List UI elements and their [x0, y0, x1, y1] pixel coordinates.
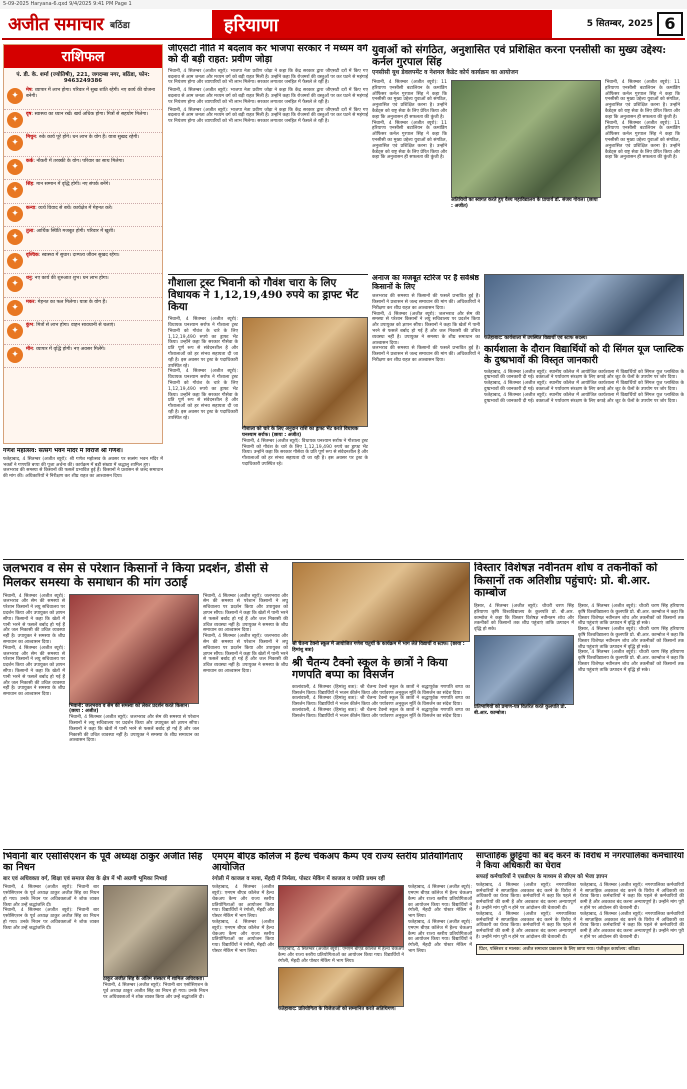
story-ncc-body-3: भिवानी, 4 सितम्बर (अजीत ब्यूरो): 11 हरियाणा एनसीसी बटालियन के कमांडिंग ऑफिसर कर्नल गुरपाल सिंह ने कहा कि एनसीसी का मुख्य उद्देश्य युवाओं को संगठित, अनुशासित एवं प्रशिक्षित करना है। उन्होंने कैडेट्स को राष्ट्र सेवा के लिए प्रेरित किया और कहा कि अनुशासन ही सफलता की कुंजी है। — [605, 80, 680, 120]
rashi-text: मकर: मेहनत का फल मिलेगा। यात्रा के योग हैं। — [26, 299, 107, 305]
story-research-headline: विस्तार विशेषज्ञ नवीनतम शोध व तकनीकों को किसानों तक अतिशीघ्र पहुंचाएं: प्रो. बी.आर. काम्बोज — [474, 562, 658, 600]
story-ncc-subhead: एनसीसी यूथ डेवलपमेंट व नेशनल कैडेट कोर्प कार्यक्रम का आयोजन — [372, 69, 519, 77]
story-bar-body-3: भिवानी, 4 सितम्बर (अजीत ब्यूरो): भिवानी बार एसोसिएशन के पूर्व अध्यक्ष ठाकुर अजीत सिंह का निधन हो गया। उनके निधन पर अधिवक्ताओं ने शोक व्यक्त किया और उन्हें श्रद्धांजलि दी। — [103, 982, 208, 1000]
newspaper-logo: अजीत समाचार — [8, 14, 104, 35]
rashi-text: वृष: स्वास्थ्य का ध्यान रखें। खर्च अधिक होगा। मित्रों से सहयोग मिलेगा। — [26, 111, 149, 117]
story-protest-headline: जलभराव व सेम से परेशान किसानों ने किया प्रदर्शन, डीसी से मिलकर समस्या के समाधान की मांग उठाई — [3, 562, 269, 589]
story-health-headline: एमएम बीएड कॉलेज में हैल्थ चेकअप कैम्प एवं राज्य स्तरीय प्रतियोगिताएं आयोजित — [212, 852, 463, 873]
story-employees-subhead: सफाई कर्मचारियों ने एसडीएम के माध्यम से सीएम को भेजा ज्ञापन — [476, 873, 608, 880]
story-bar-caption: ठाकुर अजीत सिंह के अंतिम संस्कार में शामिल अधिवक्ता। — [103, 977, 208, 983]
story-health-body-3: फतेहाबाद, 4 सितम्बर (अजीत ब्यूरो): एमएम बीएड कॉलेज में हैल्थ चेकअप कैम्प और राज्य स्तरीय प्रतियोगिताओं का आयोजन किया गया। विद्यार्थियों ने रंगोली, मेंहदी और पोस्टर मेकिंग में भाग लिया। — [278, 947, 404, 964]
rashi-text: वृश्चिक: स्वास्थ्य में सुधार। दाम्पत्य जीवन सुखद रहेगा। — [26, 252, 120, 258]
story-protest — [3, 562, 288, 846]
story-protest-body-3: भिवानी, 4 सितम्बर (अजीत ब्यूरो): जलभराव और सेम की समस्या से परेशान किसानों ने लघु सचिवालय पर प्रदर्शन किया और उपायुक्त को ज्ञापन सौंपा। किसानों ने कहा कि खेतों में पानी भरने से फसलें बर्बाद हो गई हैं और जल निकासी की उचित व्यवस्था नहीं है। उपायुक्त ने समस्या के शीघ्र समाधान का आश्वासन दिया। — [69, 715, 199, 744]
rashi-item — [4, 345, 162, 369]
story-gst-body: भिवानी, 4 सितम्बर (अजीत ब्यूरो): भाजपा नेता प्रवीण जोड़ा ने कहा कि केंद्र सरकार द्वारा जीएसटी दरों में किए गए बदलाव से आम जनता और मध्यम वर्ग को बड़ी राहत मिली है। उन्होंने कहा कि रोजमर्रा की वस्तुओं पर कर घटने से महंगाई पर नियंत्रण होगा और व्यापारियों को भी लाभ मिलेगा। सरकार लगातार जनहित में फैसले ले रही है। — [168, 68, 368, 86]
rashi-item — [4, 110, 162, 134]
story-health-photo — [278, 885, 404, 947]
page-number: 6 — [657, 12, 683, 36]
story-bar-subhead: बार एवं अधिवक्ता वर्ग, शिक्षा एवं समाज सेवा के क्षेत्र में भी अग्रणी भूमिका निभाई — [3, 875, 167, 882]
rashi-text: तुला: आर्थिक स्थिति मजबूत होगी। परिवार में खुशी। — [26, 229, 115, 234]
story-protest-body: भिवानी, 4 सितम्बर (अजीत ब्यूरो): जलभराव और सेम की समस्या से परेशान किसानों ने लघु सचिवालय पर प्रदर्शन किया और उपायुक्त को ज्ञापन सौंपा। किसानों ने कहा कि खेतों में पानी भरने से फसलें बर्बाद हो गई हैं और जल निकासी की उचित व्यवस्था नहीं है। उपायुक्त ने समस्या के शीघ्र समाधान का आश्वासन दिया। — [3, 593, 65, 645]
story-research-body: हिसार, 4 सितम्बर (अजीत ब्यूरो): चौधरी चरण सिंह हरियाणा कृषि विश्वविद्यालय के कुलपति प्रो. बी.आर. काम्बोज ने कहा कि विस्तार विशेषज्ञ नवीनतम शोध और तकनीकों को किसानों तक शीघ्र पहुंचाएं ताकि उत्पादन में वृद्धि हो सके। — [474, 603, 574, 633]
story-research-body-3: हिसार, 4 सितम्बर (अजीत ब्यूरो): चौधरी चरण सिंह हरियाणा कृषि विश्वविद्यालय के कुलपति प्रो. बी.आर. काम्बोज ने कहा कि विस्तार विशेषज्ञ नवीनतम शोध और तकनीकों को किसानों तक शीघ्र पहुंचाएं ताकि उत्पादन में वृद्धि हो सके। — [578, 627, 684, 650]
story-college-body-2: फतेहाबाद, 4 सितम्बर (अजीत ब्यूरो): स्थानीय कॉलेज में आयोजित कार्यशाला में विद्यार्थियों को सिंगल यूज प्लास्टिक के दुष्प्रभावों की जानकारी दी गई। वक्ताओं ने पर्यावरण संरक्षण के लिए कपड़े और जूट के थैलों के उपयोग पर जोर दिया। — [484, 381, 684, 393]
story-research-body-4: हिसार, 4 सितम्बर (अजीत ब्यूरो): चौधरी चरण सिंह हरियाणा कृषि विश्वविद्यालय के कुलपति प्रो. बी.आर. काम्बोज ने कहा कि विस्तार विशेषज्ञ नवीनतम शोध और तकनीकों को किसानों तक शीघ्र पहुंचाएं ताकि उत्पादन में वृद्धि हो सके। — [578, 650, 684, 673]
zodiac-sign-icon: ✦ — [7, 300, 23, 316]
rashi-item — [4, 133, 162, 157]
rashi-item — [4, 86, 162, 110]
story-ganesh — [3, 448, 163, 552]
story-ncc-body-2: भिवानी, 4 सितम्बर (अजीत ब्यूरो): 11 हरियाणा एनसीसी बटालियन के कमांडिंग ऑफिसर कर्नल गुरपाल सिंह ने कहा कि एनसीसी का मुख्य उद्देश्य युवाओं को संगठित, अनुशासित एवं प्रशिक्षित करना है। उन्होंने कैडेट्स को राष्ट्र सेवा के लिए प्रेरित किया और कहा कि अनुशासन ही सफलता की कुंजी है। — [372, 120, 447, 161]
story-protest-caption: भिवानी: जलभराव व सेम की समस्या को लेकर प्रदर्शन करते किसान। (छाया : अजीत) — [69, 704, 199, 716]
rashi-item — [4, 321, 162, 345]
story-gst-body-cont2: भिवानी, 4 सितम्बर (अजीत ब्यूरो): भाजपा नेता प्रवीण जोड़ा ने कहा कि केंद्र सरकार द्वारा जीएसटी दरों में किए गए बदलाव से आम जनता और मध्यम वर्ग को बड़ी राहत मिली है। उन्होंने कहा कि रोजमर्रा की वस्तुओं पर कर घटने से महंगाई पर नियंत्रण होगा और व्यापारियों को भी लाभ मिलेगा। सरकार लगातार जनहित में फैसले ले रही है। — [168, 107, 368, 125]
rashifal-box — [3, 44, 163, 444]
story-employees-body: फतेहाबाद, 4 सितम्बर (अजीत ब्यूरो): नगरपालिका कर्मचारियों ने साप्ताहिक अवकाश बंद करने के विरोध में अधिकारी का घेराव किया। कर्मचारियों ने कहा कि पहले से कर्मचारियों की कमी है और अवकाश बंद करना अन्यायपूर्ण है। उन्होंने मांग पूरी न होने पर आंदोलन की चेतावनी दी। — [476, 882, 576, 912]
zodiac-sign-icon: ✦ — [7, 347, 23, 363]
story-protest-body-2: भिवानी, 4 सितम्बर (अजीत ब्यूरो): जलभराव और सेम की समस्या से परेशान किसानों ने लघु सचिवालय पर प्रदर्शन किया और उपायुक्त को ज्ञापन सौंपा। किसानों ने कहा कि खेतों में पानी भरने से फसलें बर्बाद हो गई हैं और जल निकासी की उचित व्यवस्था नहीं है। उपायुक्त ने समस्या के शीघ्र समाधान का आश्वासन दिया। — [3, 645, 65, 698]
story-ncc-headline: युवाओं को संगठित, अनुशासित एवं प्रशिक्षित करना एनसीसी का मुख्य उद्देश्य: कर्नल गुरपाल सिंह — [372, 44, 667, 69]
rashifal-list — [4, 86, 162, 368]
story-farmer-loan-headline: अनाज का मजबूत स्टोरेज पर है सर्वश्रेष्ठ किसानों के लिए — [372, 274, 479, 291]
story-college-body-3: फतेहाबाद, 4 सितम्बर (अजीत ब्यूरो): स्थानीय कॉलेज में आयोजित कार्यशाला में विद्यार्थियों को सिंगल यूज प्लास्टिक के दुष्प्रभावों की जानकारी दी गई। वक्ताओं ने पर्यावरण संरक्षण के लिए कपड़े और जूट के थैलों के उपयोग पर जोर दिया। — [484, 392, 684, 404]
story-bar-association — [3, 852, 208, 1084]
rashi-item — [4, 157, 162, 181]
story-employees — [476, 852, 684, 1084]
story-chaitanya-photo — [292, 562, 470, 642]
story-research-caption: प्रतिभागियों को प्रमाण-पत्र वितरित करते कुलपति प्रो. बी.आर. काम्बोज। — [474, 705, 574, 717]
imprint-box: प्रिंटर, पब्लिशर व मालक: अजीत समाचार प्रकाशन के लिए छापा गया। पंजीकृत कार्यालय: बठिंडा। — [476, 944, 684, 956]
story-chaitanya — [292, 562, 470, 846]
story-health-body: फतेहाबाद, 4 सितम्बर (अजीत ब्यूरो): एमएम बीएड कॉलेज में हैल्थ चेकअप कैम्प और राज्य स्तरीय प्रतियोगिताओं का आयोजन किया गया। विद्यार्थियों ने रंगोली, मेंहदी और पोस्टर मेकिंग में भाग लिया। — [212, 885, 274, 920]
story-bar-body-2: भिवानी, 4 सितम्बर (अजीत ब्यूरो): भिवानी बार एसोसिएशन के पूर्व अध्यक्ष ठाकुर अजीत सिंह का निधन हो गया। उनके निधन पर अधिवक्ताओं ने शोक व्यक्त किया और उन्हें श्रद्धांजलि दी। — [3, 908, 99, 931]
story-chaitanya-caption: श्री चैतन्य टैक्नो स्कूल में आयोजित गणेश चतुर्थी के कार्यक्रम में भाग लेते विद्यार्थी व स्टाफ। (छाया : हिमांशु बत्रा) — [292, 642, 470, 654]
story-college-caption: फतेहाबाद: कार्यशाला में उपस्थित विद्यार्थी एवं स्टाफ सदस्य। — [484, 336, 684, 342]
story-chaitanya-body-3: कालांवाली, 4 सितम्बर (हिमांशु बत्रा): श्री चैतन्य टैक्नो स्कूल के छात्रों ने श्रद्धापूर्वक गणपति बप्पा का विसर्जन किया। विद्यार्थियों ने भजन कीर्तन किया और पर्यावरण अनुकूल मूर्ति के विसर्जन का संदेश दिया। — [292, 708, 470, 719]
story-health-caption: फतेहाबाद: प्रतियोगिता के विजेताओं को सम्मानित करते अतिथिगण। — [278, 1007, 404, 1013]
story-ganesh-caption: गणेश महोत्सव: सत्संग भवन मंदिर में विराजे श्री गणेश। — [3, 448, 123, 454]
rashi-text: धनु: नए कार्य की शुरुआत शुभ। धन लाभ होगा। — [26, 276, 109, 281]
story-gst — [168, 44, 368, 270]
rashi-text: कर्क: नौकरी में तरक्की के योग। परिवार का साथ मिलेगा। — [26, 158, 125, 164]
rashifal-title: राशिफल — [4, 45, 162, 68]
story-farmer-loan — [372, 274, 480, 556]
edition-city: बठिंडा — [110, 21, 130, 31]
rashifal-astrologer: पं. डी. के. शर्मा (ज्योतिषी), 221, जगदम्बा नगर, बठिंडा, फोन: 9463249386 — [16, 72, 150, 84]
zodiac-sign-icon: ✦ — [7, 159, 23, 175]
story-research-photo — [474, 635, 574, 705]
story-ganesh-body: फतेहाबाद, 4 सितम्बर (अजीत ब्यूरो): श्री गणेश महोत्सव के अवसर पर सत्संग भवन मंदिर में भक्तों ने गणपति बप्पा की पूजा अर्चना की। कार्यक्रम में बड़ी संख्या में श्रद्धालु शामिल हुए। — [3, 456, 163, 468]
story-ncc-body-4: भिवानी, 4 सितम्बर (अजीत ब्यूरो): 11 हरियाणा एनसीसी बटालियन के कमांडिंग ऑफिसर कर्नल गुरपाल सिंह ने कहा कि एनसीसी का मुख्य उद्देश्य युवाओं को संगठित, अनुशासित एवं प्रशिक्षित करना है। उन्होंने कैडेट्स को राष्ट्र सेवा के लिए प्रेरित किया और कहा कि अनुशासन ही सफलता की कुंजी है। — [605, 120, 680, 161]
story-bar-body: भिवानी, 4 सितम्बर (अजीत ब्यूरो): भिवानी बार एसोसिएशन के पूर्व अध्यक्ष ठाकुर अजीत सिंह का निधन हो गया। उनके निधन पर अधिवक्ताओं ने शोक व्यक्त किया और उन्हें श्रद्धांजलि दी। — [3, 885, 99, 908]
print-slug: 5-09-2025 Haryana-6.qxd 9/4/2025 9:41 PM Page 1 — [0, 0, 687, 9]
story-bar-headline: भिवानी बार एसोसिएशन के पूर्व अध्यक्ष ठाकुर अजीत सिंह का निधन — [3, 852, 203, 873]
section-title: हरियाणा — [212, 10, 552, 38]
zodiac-sign-icon: ✦ — [7, 135, 23, 151]
story-health-body-2: फतेहाबाद, 4 सितम्बर (अजीत ब्यूरो): एमएम बीएड कॉलेज में हैल्थ चेकअप कैम्प और राज्य स्तरीय प्रतियोगिताओं का आयोजन किया गया। विद्यार्थियों ने रंगोली, मेंहदी और पोस्टर मेकिंग में भाग लिया। — [212, 919, 274, 954]
story-ncc-caption: अतिथियों का स्वागत करते हुए वैश्य महाविद्यालय के प्राचार्य डॉ. संजय गोयल। (छाया : अजीत) — [451, 198, 601, 210]
zodiac-sign-icon: ✦ — [7, 276, 23, 292]
divider-1 — [3, 559, 684, 560]
story-health-body-5: फतेहाबाद, 4 सितम्बर (अजीत ब्यूरो): एमएम बीएड कॉलेज में हैल्थ चेकअप कैम्प और राज्य स्तरीय प्रतियोगिताओं का आयोजन किया गया। विद्यार्थियों ने रंगोली, मेंहदी और पोस्टर मेकिंग में भाग लिया। — [408, 919, 472, 954]
zodiac-sign-icon: ✦ — [7, 323, 23, 339]
story-health-subhead: रंगोली में काजल व माया, मेंहदी में निर्मला, पोस्टर मेकिंग में काजल व ज्योति प्रथम रहीं — [212, 875, 385, 882]
story-chaitanya-headline: श्री चैतन्य टैक्नो स्कूल के छात्रों ने किया गणपति बप्पा का विसर्जन — [292, 655, 448, 682]
story-employees-body-4: फतेहाबाद, 4 सितम्बर (अजीत ब्यूरो): नगरपालिका कर्मचारियों ने साप्ताहिक अवकाश बंद करने के विरोध में अधिकारी का घेराव किया। कर्मचारियों ने कहा कि पहले से कर्मचारियों की कमी है और अवकाश बंद करना अन्यायपूर्ण है। उन्होंने मांग पूरी न होने पर आंदोलन की चेतावनी दी। — [580, 911, 684, 941]
story-farmer-loan-body-3: जलभराव की समस्या से किसानों की फसलें प्रभावित हुई हैं। किसानों ने प्रशासन से जल्द समाधान की मांग की। अधिकारियों ने निरीक्षण कर शीघ्र राहत का आश्वासन दिया। — [372, 346, 480, 364]
story-college-photo — [484, 274, 684, 336]
divider-2 — [3, 849, 684, 850]
story-gaushala-body: भिवानी, 4 सितम्बर (अजीत ब्यूरो): विधायक घनश्याम सर्राफ ने गौशाला ट्रस्ट भिवानी को गौवंश के चारे के लिए 1,12,19,490 रुपये का ड्राफ्ट भेंट किया। उन्होंने कहा कि सरकार गौसेवा के प्रति पूर्ण रूप से संवेदनशील है और गौशालाओं को हर संभव सहायता दी जा रही है। इस अवसर पर ट्रस्ट के पदाधिकारी उपस्थित रहे। — [168, 317, 238, 369]
story-gaushala-body-3: भिवानी, 4 सितम्बर (अजीत ब्यूरो): विधायक घनश्याम सर्राफ ने गौशाला ट्रस्ट भिवानी को गौवंश के चारे के लिए 1,12,19,490 रुपये का ड्राफ्ट भेंट किया। उन्होंने कहा कि सरकार गौसेवा के प्रति पूर्ण रूप से संवेदनशील है और गौशालाओं को हर संभव सहायता दी जा रही है। इस अवसर पर ट्रस्ट के पदाधिकारी उपस्थित रहे। — [242, 438, 368, 467]
rashi-item — [4, 204, 162, 228]
zodiac-sign-icon: ✦ — [7, 182, 23, 198]
story-gst-headline: जीएसटी नीति में बदलाव कर भाजपा सरकार ने मध्यम वर्ग को दी बड़ी राहत: प्रवीण जोड़ा — [168, 44, 368, 65]
story-ncc-photo — [451, 80, 601, 198]
rashi-item — [4, 227, 162, 251]
story-gaushala-caption: गौशाला को चारे के लिए अनुदान राशि का ड्राफ्ट भेंट करते विधायक घनश्याम सर्राफ। (छाया : अजीत) — [242, 427, 368, 439]
story-employees-body-3: फतेहाबाद, 4 सितम्बर (अजीत ब्यूरो): नगरपालिका कर्मचारियों ने साप्ताहिक अवकाश बंद करने के विरोध में अधिकारी का घेराव किया। कर्मचारियों ने कहा कि पहले से कर्मचारियों की कमी है और अवकाश बंद करना अन्यायपूर्ण है। उन्होंने मांग पूरी न होने पर आंदोलन की चेतावनी दी। — [580, 882, 684, 912]
rashi-text: कन्या: व्यर्थ विवाद से बचें। कार्यक्षेत्र में मेहनत करें। — [26, 205, 113, 211]
story-ncc — [372, 44, 684, 268]
story-college-headline: कार्यशाला के दौरान विद्यार्थियों को दी सिंगल यूज प्लास्टिक के दुष्प्रभावों की विस्तृत जानकारी — [484, 343, 684, 366]
story-protest-body-4: भिवानी, 4 सितम्बर (अजीत ब्यूरो): जलभराव और सेम की समस्या से परेशान किसानों ने लघु सचिवालय पर प्रदर्शन किया और उपायुक्त को ज्ञापन सौंपा। किसानों ने कहा कि खेतों में पानी भरने से फसलें बर्बाद हो गई हैं और जल निकासी की उचित व्यवस्था नहीं है। उपायुक्त ने समस्या के शीघ्र समाधान का आश्वासन दिया। — [203, 593, 288, 634]
zodiac-sign-icon: ✦ — [7, 253, 23, 269]
story-chaitanya-body: कालांवाली, 4 सितम्बर (हिमांशु बत्रा): श्री चैतन्य टैक्नो स्कूल के छात्रों ने श्रद्धापूर्वक गणपति बप्पा का विसर्जन किया। विद्यार्थियों ने भजन कीर्तन किया और पर्यावरण अनुकूल मूर्ति के विसर्जन का संदेश दिया। — [292, 684, 470, 696]
zodiac-sign-icon: ✦ — [7, 206, 23, 222]
rashi-item — [4, 180, 162, 204]
rashi-item — [4, 251, 162, 275]
story-farmer-loan-body: जलभराव की समस्या से किसानों की फसलें प्रभावित हुई हैं। किसानों ने प्रशासन से जल्द समाधान की मांग की। अधिकारियों ने निरीक्षण कर शीघ्र राहत का आश्वासन दिया। — [372, 294, 480, 311]
story-gst-body-cont: भिवानी, 4 सितम्बर (अजीत ब्यूरो): भाजपा नेता प्रवीण जोड़ा ने कहा कि केंद्र सरकार द्वारा जीएसटी दरों में किए गए बदलाव से आम जनता और मध्यम वर्ग को बड़ी राहत मिली है। उन्होंने कहा कि रोजमर्रा की वस्तुओं पर कर घटने से महंगाई पर नियंत्रण होगा और व्यापारियों को भी लाभ मिलेगा। सरकार लगातार जनहित में फैसले ले रही है। — [168, 88, 368, 105]
story-employees-body-2: फतेहाबाद, 4 सितम्बर (अजीत ब्यूरो): नगरपालिका कर्मचारियों ने साप्ताहिक अवकाश बंद करने के विरोध में अधिकारी का घेराव किया। कर्मचारियों ने कहा कि पहले से कर्मचारियों की कमी है और अवकाश बंद करना अन्यायपूर्ण है। उन्होंने मांग पूरी न होने पर आंदोलन की चेतावनी दी। — [476, 911, 576, 941]
story-college — [484, 274, 684, 556]
story-ganesh-body-2: जलभराव की समस्या से किसानों की फसलें प्रभावित हुई हैं। किसानों ने प्रशासन से जल्द समाधान की मांग की। अधिकारियों ने निरीक्षण कर शीघ्र राहत का आश्वासन दिया। — [3, 468, 163, 480]
story-research — [474, 562, 684, 846]
story-bar-photo — [103, 885, 208, 977]
masthead — [2, 10, 685, 40]
story-employees-headline: साप्ताहिक छुट्टियों को बंद करने के विरोध में नगरपालिका कर्मचारियों ने किया अधिकारी का घेराव — [476, 852, 684, 871]
issue-date: 5 सितम्बर, 2025 — [586, 19, 653, 29]
story-college-body: फतेहाबाद, 4 सितम्बर (अजीत ब्यूरो): स्थानीय कॉलेज में आयोजित कार्यशाला में विद्यार्थियों को सिंगल यूज प्लास्टिक के दुष्प्रभावों की जानकारी दी गई। वक्ताओं ने पर्यावरण संरक्षण के लिए कपड़े और जूट के थैलों के उपयोग पर जोर दिया। — [484, 369, 684, 381]
story-ncc-body: भिवानी, 4 सितम्बर (अजीत ब्यूरो): 11 हरियाणा एनसीसी बटालियन के कमांडिंग ऑफिसर कर्नल गुरपाल सिंह ने कहा कि एनसीसी का मुख्य उद्देश्य युवाओं को संगठित, अनुशासित एवं प्रशिक्षित करना है। उन्होंने कैडेट्स को राष्ट्र सेवा के लिए प्रेरित किया और कहा कि अनुशासन ही सफलता की कुंजी है। — [372, 80, 447, 120]
story-farmer-loan-body-2: भिवानी, 4 सितम्बर (अजीत ब्यूरो): जलभराव और सेम की समस्या से परेशान किसानों ने लघु सचिवालय पर प्रदर्शन किया और उपायुक्त को ज्ञापन सौंपा। किसानों ने कहा कि खेतों में पानी भरने से फसलें बर्बाद हो गई हैं और जल निकासी की उचित व्यवस्था नहीं है। उपायुक्त ने समस्या के शीघ्र समाधान का आश्वासन दिया। — [372, 311, 480, 346]
rashi-text: मिथुन: रुके कार्य पूरे होंगे। धन लाभ के योग हैं। यात्रा सुखद रहेगी। — [26, 135, 140, 140]
rashi-text: मेष: व्यापार में लाभ होगा। परिवार में सुख शांति रहेगी। नए कार्य की योजना बनेगी। — [26, 88, 156, 99]
story-health-camp — [212, 852, 472, 1084]
rashi-item — [4, 298, 162, 322]
story-chaitanya-body-2: कालांवाली, 4 सितम्बर (हिमांशु बत्रा): श्री चैतन्य टैक्नो स्कूल के छात्रों ने श्रद्धापूर्वक गणपति बप्पा का विसर्जन किया। विद्यार्थियों ने भजन कीर्तन किया और पर्यावरण अनुकूल मूर्ति के विसर्जन का संदेश दिया। — [292, 696, 470, 708]
story-research-body-2: हिसार, 4 सितम्बर (अजीत ब्यूरो): चौधरी चरण सिंह हरियाणा कृषि विश्वविद्यालय के कुलपति प्रो. बी.आर. काम्बोज ने कहा कि विस्तार विशेषज्ञ नवीनतम शोध और तकनीकों को किसानों तक शीघ्र पहुंचाएं ताकि उत्पादन में वृद्धि हो सके। — [578, 603, 684, 627]
story-protest-photo — [69, 594, 199, 704]
story-protest-body-5: भिवानी, 4 सितम्बर (अजीत ब्यूरो): जलभराव और सेम की समस्या से परेशान किसानों ने लघु सचिवालय पर प्रदर्शन किया और उपायुक्त को ज्ञापन सौंपा। किसानों ने कहा कि खेतों में पानी भरने से फसलें बर्बाद हो गई हैं और जल निकासी की उचित व्यवस्था नहीं है। उपायुक्त ने समस्या के शीघ्र समाधान का आश्वासन दिया। — [203, 634, 288, 674]
story-health-body-4: फतेहाबाद, 4 सितम्बर (अजीत ब्यूरो): एमएम बीएड कॉलेज में हैल्थ चेकअप कैम्प और राज्य स्तरीय प्रतियोगिताओं का आयोजन किया गया। विद्यार्थियों ने रंगोली, मेंहदी और पोस्टर मेकिंग में भाग लिया। — [408, 885, 472, 920]
zodiac-sign-icon: ✦ — [7, 112, 23, 128]
zodiac-sign-icon: ✦ — [7, 229, 23, 245]
story-gaushala — [168, 274, 368, 554]
story-health-photo-2 — [278, 967, 404, 1007]
rashi-item — [4, 274, 162, 298]
story-gaushala-body-2: भिवानी, 4 सितम्बर (अजीत ब्यूरो): विधायक घनश्याम सर्राफ ने गौशाला ट्रस्ट भिवानी को गौवंश के चारे के लिए 1,12,19,490 रुपये का ड्राफ्ट भेंट किया। उन्होंने कहा कि सरकार गौसेवा के प्रति पूर्ण रूप से संवेदनशील है और गौशालाओं को हर संभव सहायता दी जा रही है। इस अवसर पर ट्रस्ट के पदाधिकारी उपस्थित रहे। — [168, 369, 238, 421]
rashi-text: मीन: व्यापार में वृद्धि होगी। नए अवसर मिलेंगे। — [26, 346, 106, 352]
zodiac-sign-icon: ✦ — [7, 88, 23, 104]
story-gaushala-headline: गौशाला ट्रस्ट भिवानी को गौवंश चारा के लिए विधायक ने 1,12,19,490 रुपये का ड्राफ्ट भेंट किया — [168, 277, 359, 314]
story-gaushala-photo — [242, 317, 368, 427]
rashi-text: सिंह: मान सम्मान में वृद्धि होगी। नए संपर्क बनेंगे। — [26, 182, 111, 187]
rashi-text: कुंभ: मित्रों से लाभ होगा। वाहन सावधानी से चलाएं। — [26, 323, 116, 328]
